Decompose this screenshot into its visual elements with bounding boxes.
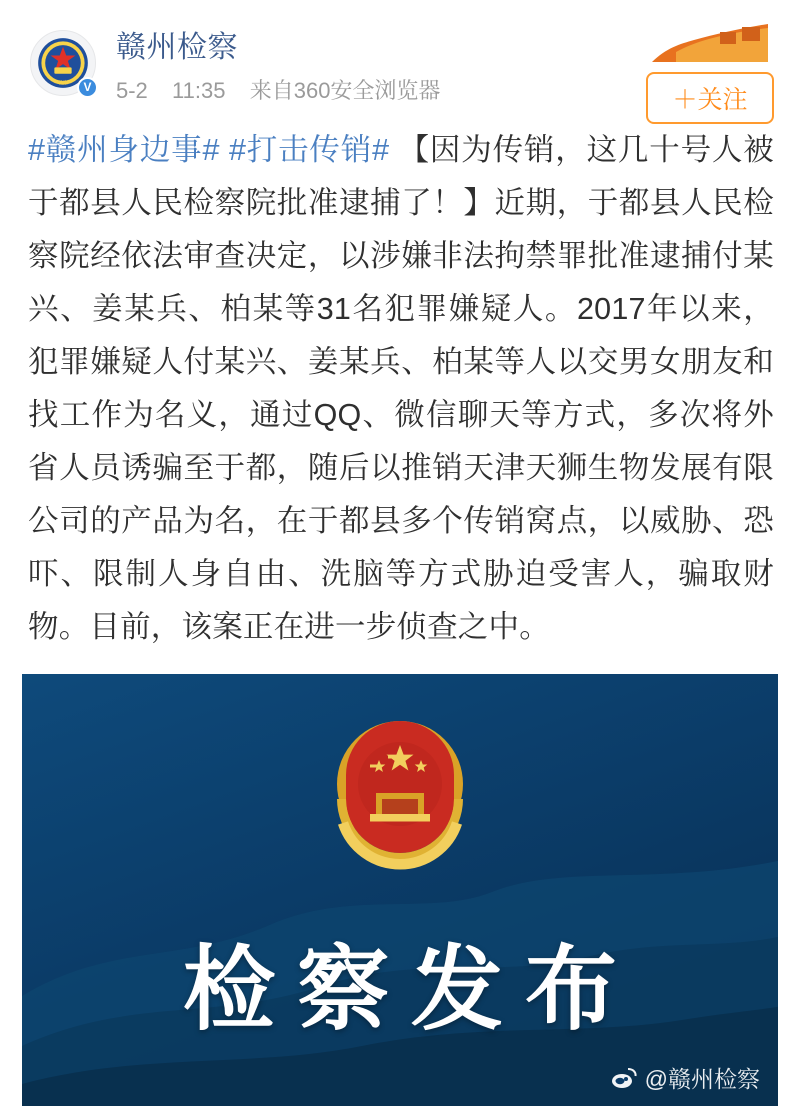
- post-date: 5-2: [116, 78, 148, 103]
- verified-badge-icon: V: [77, 77, 98, 98]
- follow-button[interactable]: ＋关注: [646, 72, 774, 124]
- post-body-text: 【因为传销，这几十号人被于都县人民检察院批准逮捕了！】近期，于都县人民检察院经依法审查决定，以涉嫌非法拘禁罪批准逮捕付某兴、姜某兵、柏某等31名犯罪嫌疑人。2017年以来，犯罪嫌疑人付某兴、姜某兵、柏某等人以交男女朋友和找工作为名义，通过QQ、微信聊天等方式，多次将外省人员诱骗至于都，随后以推销天津天狮生物发展有限公司的产品为名，在于都县多个传销窝点，以威胁、恐吓、限制人身自由、洗脑等方式胁迫受害人，骗取财物。目前，该案正在进一步侦查之中。: [28, 133, 774, 644]
- account-nickname[interactable]: 赣州检察: [116, 31, 238, 64]
- svg-text:检察: 检察: [58, 80, 68, 87]
- weibo-icon: [611, 1067, 637, 1089]
- post-header: [0, 0, 800, 114]
- post-content: [0, 110, 800, 654]
- topic-tag-1[interactable]: #赣州身边事#: [28, 133, 220, 167]
- avatar[interactable]: [30, 30, 96, 96]
- procuratorate-badge-icon: [310, 706, 490, 886]
- watermark-text: @赣州检察: [644, 1066, 760, 1092]
- post-source: 来自360安全浏览器: [249, 78, 441, 103]
- great-wall-flag-icon: [646, 18, 774, 70]
- image-watermark: [611, 1061, 760, 1094]
- topic-tag-2[interactable]: #打击传销#: [228, 133, 390, 167]
- post-time: 11:35: [172, 78, 226, 103]
- follow-area: [646, 18, 774, 124]
- post-image[interactable]: [22, 674, 778, 1106]
- image-title: 检察发布: [182, 939, 639, 1041]
